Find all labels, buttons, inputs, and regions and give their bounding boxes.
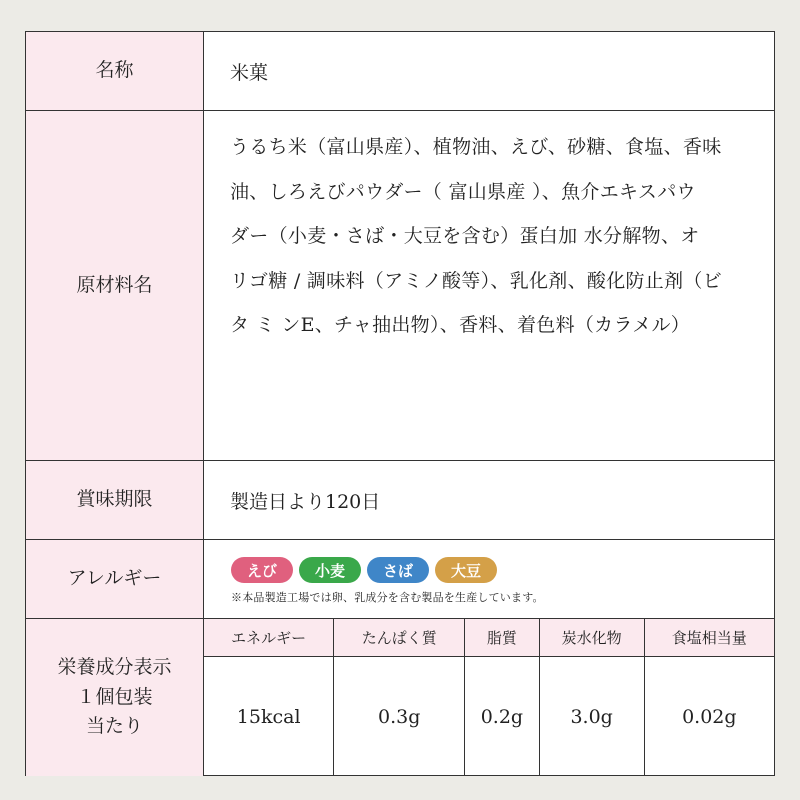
allergy-badge-soybean: 大豆 (435, 557, 497, 583)
nutrition-value-fat: 0.2g (465, 657, 540, 777)
nutrition-value (204, 619, 774, 776)
expiry-label: 賞味期限 (26, 461, 204, 539)
nutrition-header-fat: 脂質 (465, 619, 540, 657)
nutrition-table (204, 619, 774, 776)
name-label: 名称 (26, 32, 204, 110)
nutrition-header-energy: エネルギー (204, 619, 334, 657)
ingredients-line: ダー（小麦・さば・大豆を含む）蛋白加 水分解物、オ (230, 225, 700, 247)
nutrition-value-salt: 0.02g (682, 705, 737, 728)
allergy-label: アレルギー (26, 540, 204, 618)
nutrition-label-line: １個包装 (76, 685, 153, 708)
row-expiry (26, 461, 774, 540)
nutrition-value-carbohydrate: 3.0g (539, 657, 644, 777)
ingredients-line: 油、しろえびパウダー（ 富山県産 ）、魚介エキスパウ (230, 180, 696, 203)
row-allergy (26, 540, 774, 619)
allergy-badges (231, 557, 774, 583)
expiry-value: 製造日より120日 (230, 490, 381, 513)
nutrition-label-line: 当たり (85, 715, 143, 738)
row-nutrition (26, 619, 774, 776)
nutrition-label (26, 619, 204, 776)
nutrition-header-salt: 食塩相当量 (644, 619, 774, 657)
nutrition-header-protein: たんぱく質 (334, 619, 465, 657)
nutrition-value-row (204, 657, 774, 777)
row-name (26, 32, 774, 111)
ingredients-line: うるち米（富山県産）、植物油、えび、砂糖、食塩、香味 (230, 136, 722, 158)
row-ingredients (26, 111, 774, 461)
product-info-table (25, 31, 775, 776)
allergy-badge-shrimp: えび (231, 557, 293, 583)
name-value: 米菓 (230, 61, 269, 84)
nutrition-value-energy: 15kcal (204, 657, 334, 777)
nutrition-header-row (204, 619, 774, 657)
allergy-note: ※本品製造工場では卵、乳成分を含む製品を生産しています。 (231, 591, 544, 604)
ingredients-line: タ ミ ンE、チャ抽出物）、香料、着色料（カラメル） (230, 314, 691, 336)
ingredients-label: 原材料名 (26, 111, 204, 460)
allergy-badge-wheat: 小麦 (299, 557, 361, 583)
ingredients-line: リゴ糖 / 調味料（アミノ酸等）、乳化剤、酸化防止剤（ビ (230, 269, 723, 292)
nutrition-label-line: 栄養成分表示 (57, 656, 172, 679)
nutrition-value-protein: 0.3g (334, 657, 465, 777)
ingredients-value (204, 111, 774, 460)
allergy-badge-mackerel: さば (367, 557, 429, 583)
allergy-value (204, 540, 774, 618)
nutrition-header-carbohydrate: 炭水化物 (539, 619, 644, 657)
